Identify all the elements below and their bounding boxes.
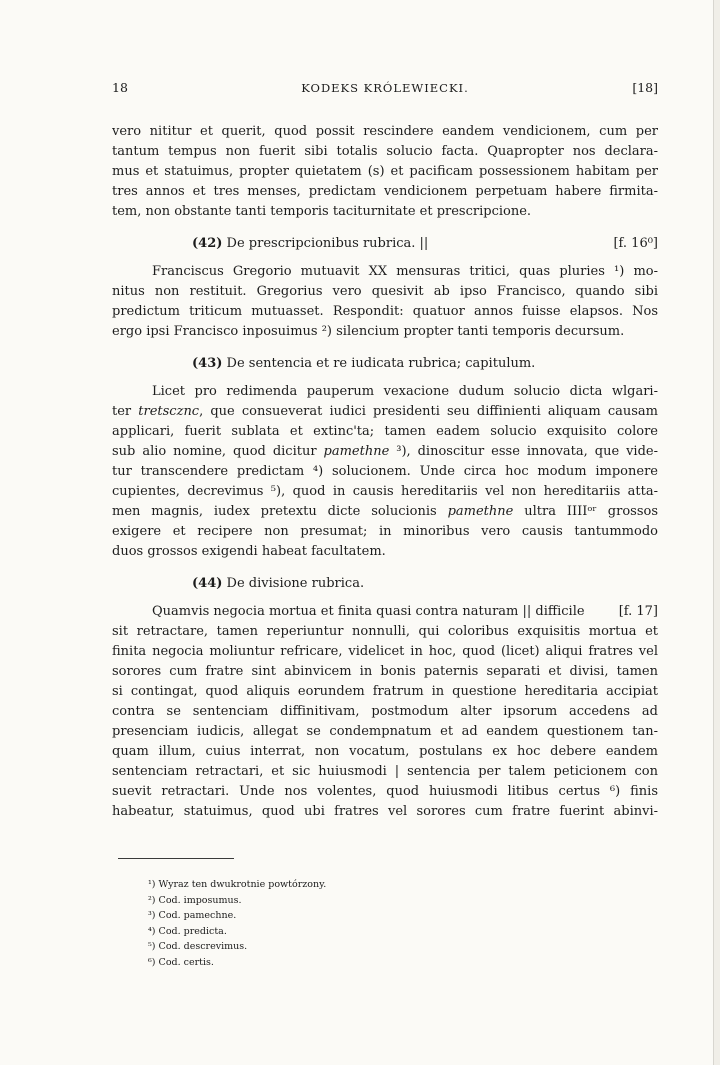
text-line: mus et statuimus, propter quietatem (s) et pacificam possessionem habitam per xyxy=(112,164,658,179)
section-title: De divisione rubrica. xyxy=(226,576,365,591)
text-line: tem, non obstante tanti temporis taciturnitate et prescripcione. xyxy=(112,204,532,219)
text-line: duos grossos exigendi habeat facultatem. xyxy=(112,544,386,559)
text-line: vero nititur et querit, quod possit rescindere eandem vendicionem, cum per xyxy=(112,124,658,139)
text-line: presenciam iudicis, allegat se condempnatum et ad eandem questionem tan- xyxy=(112,724,658,739)
section-43-heading xyxy=(112,354,658,374)
text-line: sentenciam retractari, et sic huiusmodi | sentencia per talem peticionem con xyxy=(112,764,658,779)
footnote: ⁶) Cod. certis. xyxy=(148,956,214,968)
folio-marker: [f. 17] xyxy=(618,604,658,619)
page-edge xyxy=(713,0,720,1065)
text-line: quam illum, cuius interrat, non vocatum, postulans ex hoc debere eandem xyxy=(112,744,658,759)
section-number: (44) xyxy=(192,576,223,591)
text-line: predictum triticum mutuasset. Respondit: quatuor annos fuisse elapsos. Nos xyxy=(112,304,658,319)
text-line: applicari, fuerit sublata et extinc'ta; tamen eadem solucio exquisito colore xyxy=(112,424,658,439)
text-line: contra se sentenciam diffinitivam, postmodum alter ipsorum accedens ad xyxy=(112,704,658,719)
text-line: Licet pro redimenda pauperum vexacione dudum solucio dicta wlgari- xyxy=(152,384,658,399)
footnote: ²) Cod. imposumus. xyxy=(148,894,242,906)
footnote: ³) Cod. pamechne. xyxy=(148,910,237,921)
text-line: tres annos et tres menses, predictam vendicionem perpetuam habere firmita- xyxy=(112,184,658,199)
section-number: (43) xyxy=(192,356,223,371)
text-line: habeatur, statuimus, quod ubi fratres vel sorores cum fratre fuerint abinvi- xyxy=(112,804,658,819)
section-number: (42) xyxy=(192,236,223,251)
page-number: 18 xyxy=(112,80,128,95)
text-line: nitus non restituit. Gregorius vero quesivit ab ipso Francisco, quando sibi xyxy=(112,284,658,299)
footnote: ⁵) Cod. descrevimus. xyxy=(148,941,248,952)
section-42-heading xyxy=(112,234,658,254)
text-line: si contingat, quod aliquis eorundem fratrum in questione hereditaria accipiat xyxy=(112,684,658,699)
folio-marker: [f. 16⁰] xyxy=(613,236,658,251)
text-line: sit retractare, tamen reperiuntur nonnulli, qui coloribus exquisitis mortua et xyxy=(112,624,658,639)
footnotes xyxy=(148,877,448,970)
text-line: sub alio nomine, quod dicitur pamethne ³), dinoscitur esse innovata, que vide- xyxy=(112,444,658,459)
text-line: exigere et recipere non presumat; in minoribus vero causis tantummodo xyxy=(112,524,658,539)
footnote: ⁴) Cod. predicta. xyxy=(148,925,227,937)
text-line: tur transcendere predictam ⁴) solucionem. Unde circa hoc modum imponere xyxy=(112,464,658,479)
running-title: KODEKS KRÓLEWIECKI. xyxy=(301,81,469,95)
text-line: suevit retractari. Unde nos volentes, quod huiusmodi litibus certus ⁶) finis xyxy=(112,784,658,799)
text-line: men magnis, iudex pretextu dicte solucionis pamethne ultra IIIIᵒʳ grossos xyxy=(112,504,658,519)
text-line: finita negocia moliuntur refricare, videlicet in hoc, quod (licet) aliqui fratres vel xyxy=(112,644,658,659)
section-title: De prescripcionibus rubrica. || xyxy=(226,236,429,251)
section-44-heading xyxy=(112,574,658,594)
text-line: Franciscus Gregorio mutuavit XX mensuras tritici, quas pluries ¹) mo- xyxy=(152,264,658,279)
text-line: Quamvis negocia mortua et finita quasi contra naturam || difficile [f. 17] xyxy=(112,602,658,622)
running-header xyxy=(112,80,658,100)
text-line: sorores cum fratre sint abinvicem in bonis paternis separati et divisi, tamen xyxy=(112,664,658,679)
text-line: ergo ipsi Francisco inposuimus ²) silencium propter tanti temporis decursum. xyxy=(112,324,625,339)
page-reference: [18] xyxy=(632,80,658,95)
text-line: tantum tempus non fuerit sibi totalis solucio facta. Quapropter nos declara- xyxy=(112,144,658,159)
section-title: De sentencia et re iudicata rubrica; capitulum. xyxy=(226,356,536,371)
footnote-rule xyxy=(118,858,234,859)
text-line: ter tretscznc, que consueverat iudici presidenti seu diffinienti aliquam causam xyxy=(112,404,658,419)
footnote: ¹) Wyraz ten dwukrotnie powtórzony. xyxy=(148,879,327,890)
text-line: cupientes, decrevimus ⁵), quod in causis hereditariis vel non hereditariis atta- xyxy=(112,484,658,499)
main-text xyxy=(112,122,658,822)
